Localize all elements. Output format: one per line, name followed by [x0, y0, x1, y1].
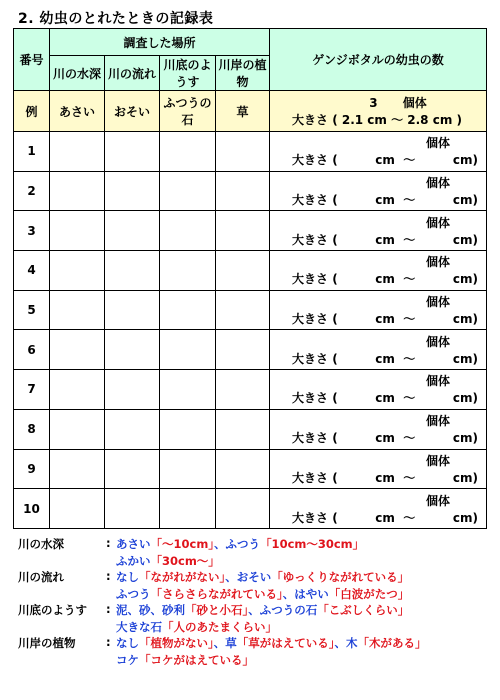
- plants-input-cell[interactable]: [216, 132, 270, 172]
- example-size: 大きさ ( 2.1 cm ～ 2.8 cm ): [292, 113, 462, 127]
- row-number: 7: [14, 370, 50, 410]
- bottom-input-cell[interactable]: [160, 330, 216, 370]
- example-row: [14, 91, 487, 132]
- row-number: 8: [14, 409, 50, 449]
- flow-input-cell[interactable]: [105, 489, 160, 529]
- depth-input-cell[interactable]: [50, 489, 105, 529]
- bottom-input-cell[interactable]: [160, 251, 216, 291]
- flow-input-cell[interactable]: [105, 211, 160, 251]
- header-larva-count: ゲンジボタルの幼虫の数: [270, 29, 487, 91]
- size-field: 大きさ ( cm ～ cm): [292, 470, 478, 485]
- example-plants: 草: [216, 91, 270, 132]
- depth-input-cell[interactable]: [50, 409, 105, 449]
- row-number: 9: [14, 449, 50, 489]
- bottom-input-cell[interactable]: [160, 489, 216, 529]
- data-rows: [14, 132, 487, 529]
- row-number: 1: [14, 132, 50, 172]
- header-survey-place: 調査した場所: [50, 29, 270, 56]
- legend-line: [18, 586, 488, 603]
- record-table: [13, 28, 487, 529]
- count-unit: 個体: [426, 334, 451, 349]
- flow-input-cell[interactable]: [105, 132, 160, 172]
- count-input-cell[interactable]: [270, 211, 487, 251]
- legend-label: 川底のようす: [18, 603, 87, 617]
- plants-input-cell[interactable]: [216, 330, 270, 370]
- row-number: 10: [14, 489, 50, 529]
- size-field: 大きさ ( cm ～ cm): [292, 272, 478, 287]
- count-input-cell[interactable]: [270, 290, 487, 330]
- plants-input-cell[interactable]: [216, 211, 270, 251]
- bottom-input-cell[interactable]: [160, 449, 216, 489]
- count-input-cell[interactable]: [270, 251, 487, 291]
- example-flow: おそい: [105, 91, 160, 132]
- legend-text: ふかい「30cm～」: [116, 553, 220, 568]
- legend-line: [18, 619, 488, 636]
- table-row: [14, 211, 487, 251]
- example-label: 例: [14, 91, 50, 132]
- size-field: 大きさ ( cm ～ cm): [292, 431, 478, 446]
- legend-text: なし「ながれがない」、おそい「ゆっくりながれている」: [116, 570, 410, 584]
- legend-line: [18, 602, 488, 619]
- legend-line: [18, 569, 488, 586]
- count-unit: 個体: [426, 493, 451, 508]
- example-count-unit: 個体: [402, 96, 427, 110]
- depth-input-cell[interactable]: [50, 290, 105, 330]
- count-unit: 個体: [426, 255, 451, 270]
- count-input-cell[interactable]: [270, 409, 487, 449]
- table-row: [14, 290, 487, 330]
- page-title: 2. 幼虫のとれたときの記録表: [18, 11, 214, 27]
- row-number: 3: [14, 211, 50, 251]
- count-input-cell[interactable]: [270, 132, 487, 172]
- legend: [18, 536, 488, 668]
- legend-text: あさい「～10cm」、ふつう「10cm～30cm」: [116, 537, 365, 551]
- legend-text: コケ「コケがはえている」: [116, 652, 254, 667]
- count-input-cell[interactable]: [270, 449, 487, 489]
- flow-input-cell[interactable]: [105, 330, 160, 370]
- count-unit: 個体: [426, 215, 451, 230]
- legend-line: [18, 635, 488, 652]
- legend-label: 川岸の植物: [18, 636, 76, 650]
- count-unit: 個体: [426, 453, 451, 468]
- flow-input-cell[interactable]: [105, 290, 160, 330]
- flow-input-cell[interactable]: [105, 171, 160, 211]
- table-row: [14, 489, 487, 529]
- plants-input-cell[interactable]: [216, 489, 270, 529]
- flow-input-cell[interactable]: [105, 370, 160, 410]
- legend-line: [18, 553, 488, 570]
- plants-input-cell[interactable]: [216, 409, 270, 449]
- flow-input-cell[interactable]: [105, 449, 160, 489]
- bottom-input-cell[interactable]: [160, 290, 216, 330]
- table-row: [14, 449, 487, 489]
- count-input-cell[interactable]: [270, 171, 487, 211]
- size-field: 大きさ ( cm ～ cm): [292, 312, 478, 327]
- legend-text: ふつう「さらさらながれている」、はやい「白波がたつ」: [116, 586, 410, 601]
- table-row: [14, 251, 487, 291]
- example-bottom: ふつうの石: [160, 91, 216, 132]
- example-count-cell: [270, 91, 487, 132]
- depth-input-cell[interactable]: [50, 370, 105, 410]
- count-input-cell[interactable]: [270, 489, 487, 529]
- row-number: 6: [14, 330, 50, 370]
- size-field: 大きさ ( cm ～ cm): [292, 232, 478, 247]
- depth-input-cell[interactable]: [50, 330, 105, 370]
- row-number: 5: [14, 290, 50, 330]
- plants-input-cell[interactable]: [216, 171, 270, 211]
- table-row: [14, 132, 487, 172]
- count-unit: 個体: [426, 136, 451, 151]
- header-flow: 川の流れ: [105, 56, 160, 91]
- plants-input-cell[interactable]: [216, 290, 270, 330]
- count-input-cell[interactable]: [270, 330, 487, 370]
- header-bottom: 川底のようす: [160, 56, 216, 91]
- bottom-input-cell[interactable]: [160, 409, 216, 449]
- flow-input-cell[interactable]: [105, 409, 160, 449]
- table-row: [14, 409, 487, 449]
- legend-line: [18, 536, 488, 553]
- header-depth: 川の水深: [50, 56, 105, 91]
- legend-colon: :: [106, 635, 111, 649]
- table-row: [14, 370, 487, 410]
- row-number: 2: [14, 171, 50, 211]
- example-count-value: 3: [369, 96, 378, 110]
- legend-text: なし「植物がない」、草「草がはえている」、木「木がある」: [116, 636, 427, 650]
- legend-text: 大きな石「人のあたまくらい」: [116, 619, 277, 634]
- size-field: 大きさ ( cm ～ cm): [292, 391, 478, 406]
- legend-colon: :: [106, 536, 111, 550]
- depth-input-cell[interactable]: [50, 251, 105, 291]
- legend-label: 川の水深: [18, 537, 64, 551]
- depth-input-cell[interactable]: [50, 171, 105, 211]
- plants-input-cell[interactable]: [216, 370, 270, 410]
- bottom-input-cell[interactable]: [160, 171, 216, 211]
- header-row-1: [14, 29, 487, 56]
- legend-colon: :: [106, 602, 111, 616]
- plants-input-cell[interactable]: [216, 449, 270, 489]
- size-field: 大きさ ( cm ～ cm): [292, 193, 478, 208]
- table-row: [14, 330, 487, 370]
- count-unit: 個体: [426, 414, 451, 429]
- legend-line: [18, 652, 488, 669]
- size-field: 大きさ ( cm ～ cm): [292, 510, 478, 525]
- depth-input-cell[interactable]: [50, 211, 105, 251]
- legend-colon: :: [106, 569, 111, 583]
- example-depth: あさい: [50, 91, 105, 132]
- legend-label: 川の流れ: [18, 570, 64, 584]
- count-input-cell[interactable]: [270, 370, 487, 410]
- bottom-input-cell[interactable]: [160, 211, 216, 251]
- plants-input-cell[interactable]: [216, 251, 270, 291]
- depth-input-cell[interactable]: [50, 132, 105, 172]
- bottom-input-cell[interactable]: [160, 370, 216, 410]
- bottom-input-cell[interactable]: [160, 132, 216, 172]
- example-count: [270, 94, 486, 111]
- count-unit: 個体: [426, 374, 451, 389]
- legend-text: 泥、砂、砂利「砂と小石」、ふつうの石「こぶしくらい」: [116, 603, 410, 617]
- header-plants: 川岸の植物: [216, 56, 270, 91]
- flow-input-cell[interactable]: [105, 251, 160, 291]
- depth-input-cell[interactable]: [50, 449, 105, 489]
- size-field: 大きさ ( cm ～ cm): [292, 351, 478, 366]
- header-number: 番号: [14, 29, 50, 91]
- count-unit: 個体: [426, 176, 451, 191]
- count-unit: 個体: [426, 295, 451, 310]
- size-field: 大きさ ( cm ～ cm): [292, 153, 478, 168]
- table-row: [14, 171, 487, 211]
- row-number: 4: [14, 251, 50, 291]
